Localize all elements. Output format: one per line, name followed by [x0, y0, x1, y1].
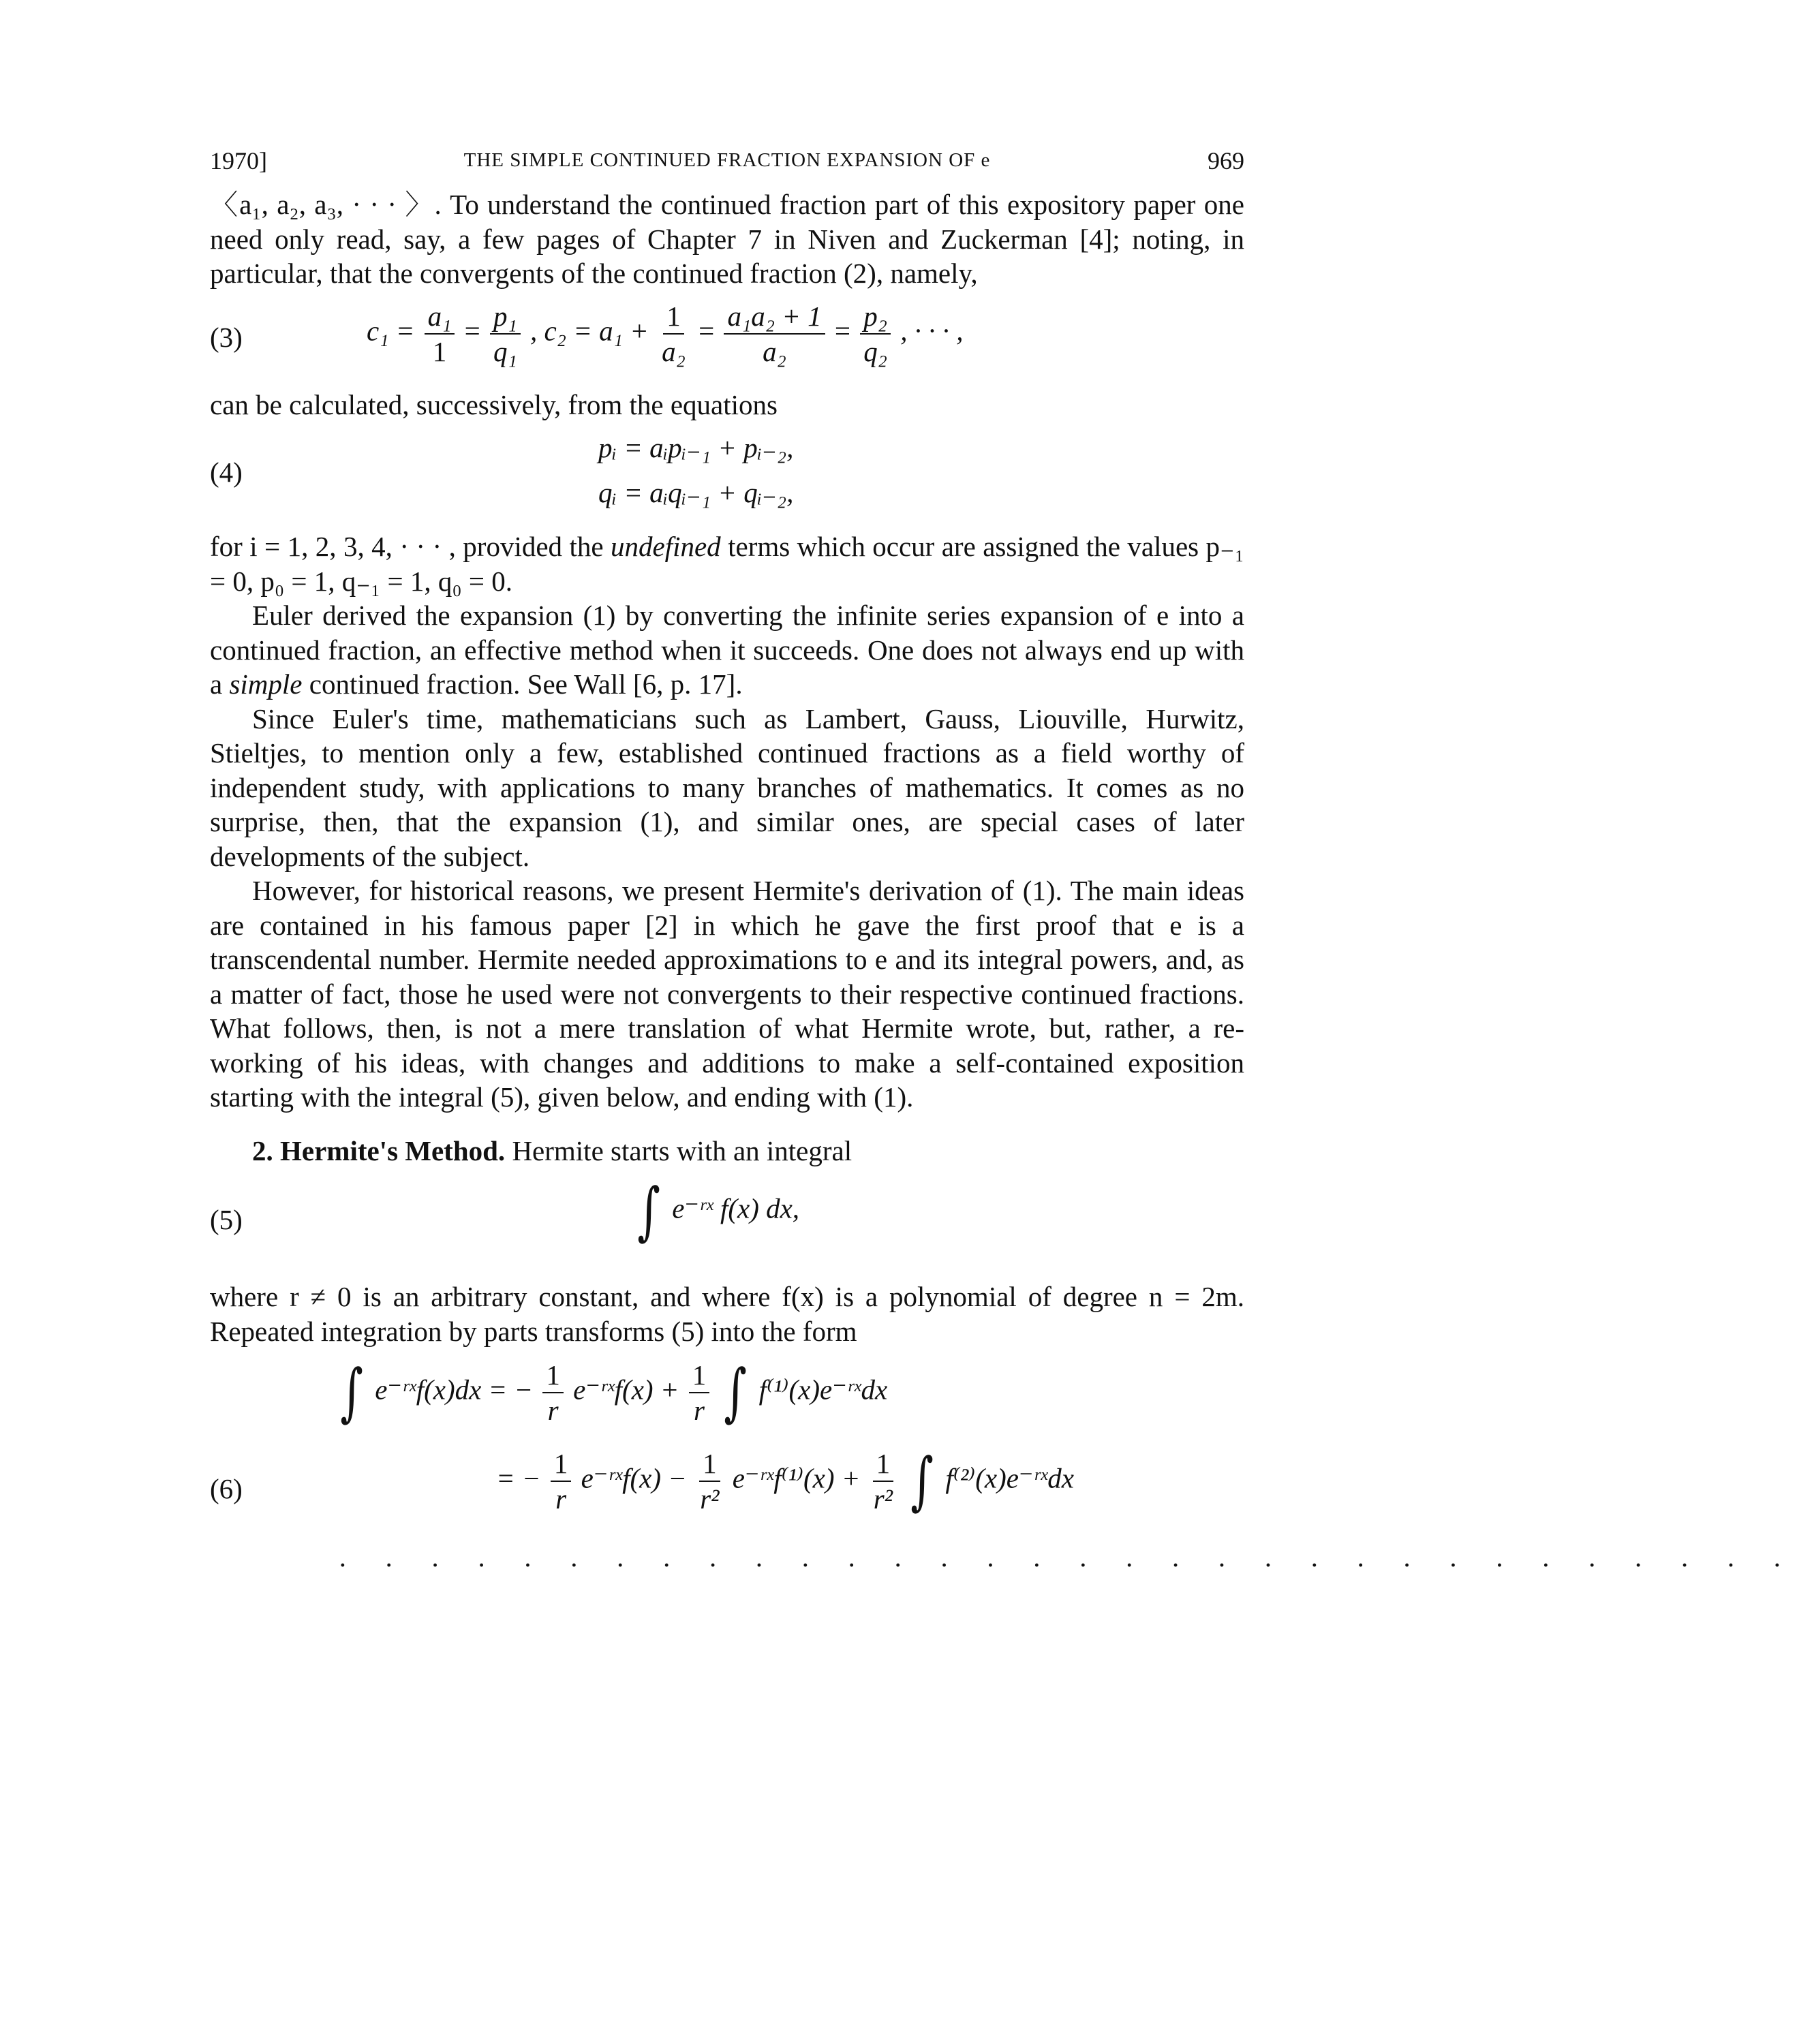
paragraph-for: for i = 1, 2, 3, 4, · · · , provided the undefined terms which occur are assigned the values p₋₁ = 0, p₀ = 1, q₋₁ = 1, q₀ = 0.: [210, 531, 1244, 597]
header-year: 1970]: [210, 147, 267, 174]
page-number: 969: [1208, 147, 1244, 174]
integral-sign: ∫: [910, 1444, 934, 1517]
paragraph-where: where r ≠ 0 is an arbitrary constant, and where f(x) is a polynomial of degree n = 2m. Repeated integration by parts transforms (5) into the form: [210, 1281, 1244, 1347]
eq3-tail: , · · · ,: [900, 314, 964, 346]
integral-sign: ∫: [340, 1356, 363, 1429]
emphasis-simple: simple: [229, 668, 303, 700]
eq5-body: e⁻ʳˣ f(x) dx,: [672, 1192, 800, 1224]
paragraph-since: Since Euler's time, mathematicians such as Lambert, Gauss, Liouville, Hurwitz, Stieltjes, to mention only a few, established continued fractions as a field worthy of independent study, with applications to many branches of mathematics. It comes as no surprise, then, that the expansion (1), and similar ones, are special cases of later developments of the subject.: [210, 702, 1244, 872]
eq3-frac-p1: $\frac{\text{p₁}}{\text{q₁}}$: [490, 299, 521, 369]
equation-5: [210, 1175, 1244, 1269]
eq3-c1: c₁ =: [367, 314, 415, 346]
eq3-frac-a1a2: $\frac{\text{a₁a₂ + 1}}{\text{a₂}}$: [724, 299, 825, 369]
eq6-line-1: ∫ e⁻ʳˣf(x)dx = − $\frac{1}{r}$ e⁻ʳˣf(x) + $\frac{1}{r}$ ∫ f⁽¹⁾(x)e⁻ʳˣdx: [340, 1356, 888, 1429]
paragraph-calculated: can be calculated, successively, from the equations: [210, 388, 778, 420]
section-title: 2. Hermite's Method.: [252, 1134, 506, 1166]
header-title: THE SIMPLE CONTINUED FRACTION EXPANSION OF e: [463, 149, 991, 171]
eq3-c2: , c₂ = a₁ +: [530, 314, 649, 346]
eq3-frac-a1: $\frac{\text{a₁}}{1}$: [425, 299, 455, 369]
eq6-line-2: = − $\frac{1}{r}$ e⁻ʳˣf(x) − $\frac{1}{\text{r²}}$ e⁻ʳˣf⁽¹⁾(x) + $\frac{1}{\text{r²}}$ ∫ f⁽²⁾(x)e⁻ʳˣdx: [496, 1444, 1074, 1517]
eq4-line-p: pᵢ = aᵢpᵢ₋₁ + pᵢ₋₂,: [598, 432, 794, 463]
paragraph-intro: 〈a₁, a₂, a₃, · · · 〉. To understand the continued fraction part of this expository paper one need only read, say, a few pages of Chapter 7 in Niven and Zuckerman [4]; noting, in particular, that the convergents of the continued fraction (2), namely,: [210, 189, 1244, 289]
equation-number: (6): [210, 1473, 243, 1504]
equation-6: [210, 1358, 1244, 1542]
eq3-frac-p2: $\frac{\text{p₂}}{\text{q₂}}$: [860, 299, 891, 369]
eq4-line-q: qᵢ = aᵢqᵢ₋₁ + qᵢ₋₂,: [598, 477, 794, 508]
equation-number: (4): [210, 456, 243, 488]
section-heading: 2. Hermite's Method. Hermite starts with an integral: [252, 1134, 853, 1166]
eq3-frac-1-a2: $\frac{1}{\text{a₂}}$: [662, 300, 686, 367]
emphasis-undefined: undefined: [610, 531, 721, 562]
page: [210, 146, 1797, 1581]
running-header: [210, 146, 1244, 187]
equation-number: (5): [210, 1204, 243, 1235]
continuation-dots: · · · · · · · · · · · · · · · · · · · · · · · · · · · · · · · ·: [338, 1549, 1797, 1581]
paragraph-however: However, for historical reasons, we present Hermite's derivation of (1). The main ideas are contained in his famous paper [2] in which he gave the first proof that e is a transcendental number. Hermite needed approximations to e and its integral powers, and, as a matter of fact, those he used were not convergents to their respective continued fractions. What follows, then, is not a mere translation of what Hermite wrote, but, rather, a re-working of his ideas, with changes and additions to make a self-contained exposition starting with the integral (5), given below, and ending with (1).: [210, 875, 1244, 1113]
equation-4: [210, 431, 1244, 520]
integral-sign: ∫: [724, 1356, 748, 1429]
integral-sign: ∫: [637, 1175, 660, 1248]
equation-number: (3): [210, 321, 243, 353]
paragraph-euler: Euler derived the expansion (1) by converting the infinite series expansion of e into a continued fraction, an effective method when it succeeds. One does not always end up with a simple continued fraction. See Wall [6, p. 17].: [210, 600, 1244, 700]
equation-3: (3) c₁ = $\frac{\text{a₁}}{1}$ = $\frac{\text{p₁}}{\text{q₁}}$ , c₂ = a₁ + $\frac{1}{\text{a₂}}$ = $\frac{\text{a₁a₂ + 1}}{\text{a₂}}$ = $\frac{\text{p₂}}{\text{q₂}}$ , · · · ,: [210, 300, 964, 367]
